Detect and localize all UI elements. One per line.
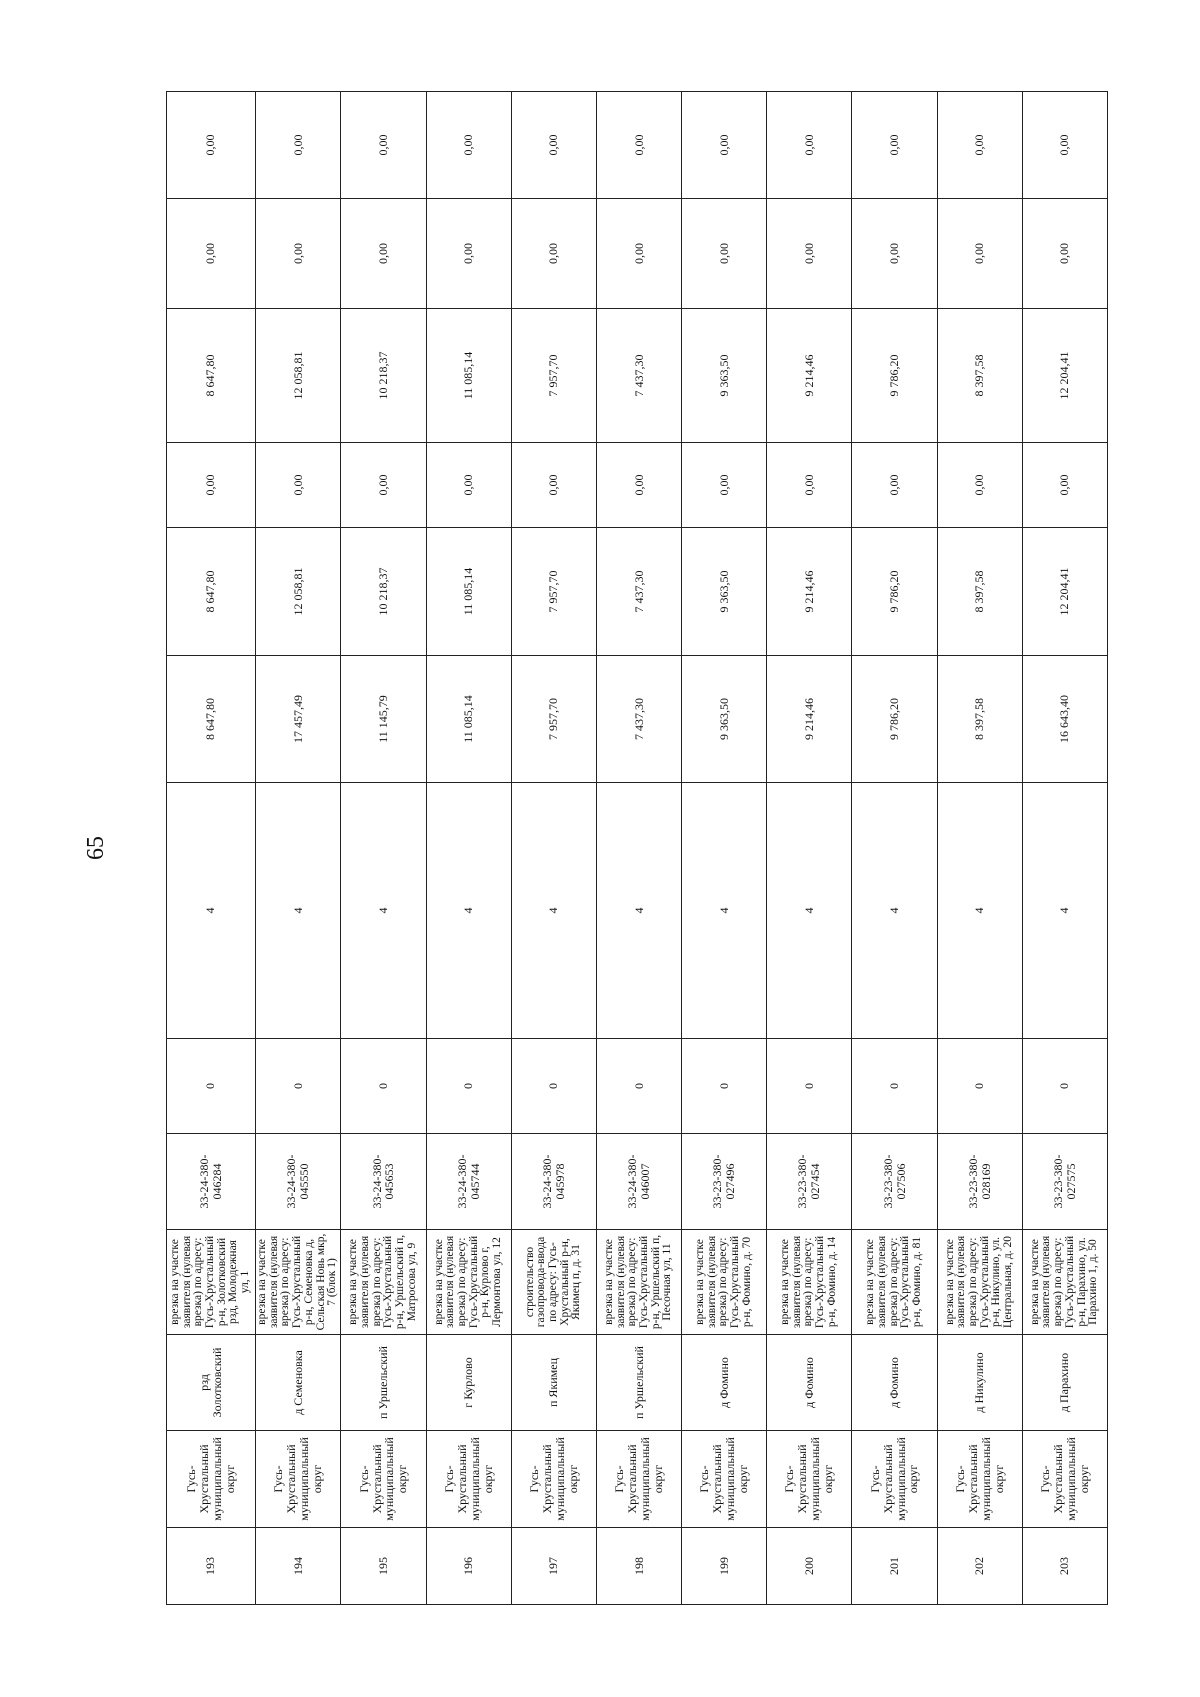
row-number-cell: 197 [511, 1528, 596, 1605]
value-col-2-cell: 4 [426, 783, 511, 1039]
value-col-1-cell: 0 [596, 1039, 681, 1134]
value-col-2-cell: 4 [167, 783, 256, 1039]
value-col-7-cell: 0,00 [341, 199, 426, 309]
table-row [1022, 92, 1107, 1605]
value-col-7-cell: 0,00 [682, 199, 767, 309]
value-col-8-cell: 0,00 [341, 92, 426, 199]
value-col-7-cell: 0,00 [167, 199, 256, 309]
value-col-7-cell: 0,00 [852, 199, 937, 309]
value-col-6-cell: 8 647,80 [167, 309, 256, 443]
district-cell: Гусь-Хрустальный муниципальный округ [1022, 1431, 1107, 1528]
data-table [166, 91, 1108, 1605]
cadastral-number-cell: 33-23-380-027496 [682, 1134, 767, 1230]
value-col-2-cell: 4 [511, 783, 596, 1039]
district-cell: Гусь-Хрустальный муниципальный округ [767, 1431, 852, 1528]
value-col-7-cell: 0,00 [255, 199, 341, 309]
cadastral-number-cell: 33-23-380-027575 [1022, 1134, 1107, 1230]
locality-cell: п Уршельский [596, 1335, 681, 1431]
value-col-3-cell: 9 214,46 [767, 656, 852, 783]
value-col-3-cell: 8 397,58 [937, 656, 1022, 783]
description-cell: врезка на участке заявителя (нулевая врезка) по адресу: Гусь-Хрустальный р-н, Никулино, ул. Центральная, д. 20 [937, 1230, 1022, 1335]
row-number-cell: 194 [255, 1528, 341, 1605]
value-col-1-cell: 0 [341, 1039, 426, 1134]
description-cell: врезка на участке заявителя (нулевая врезка) по адресу: Гусь-Хрустальный р-н, Уршельский п, Песочная ул, 11 [596, 1230, 681, 1335]
value-col-4-cell: 9 786,20 [852, 528, 937, 656]
value-col-2-cell: 4 [596, 783, 681, 1039]
value-col-5-cell: 0,00 [937, 443, 1022, 528]
value-col-8-cell: 0,00 [1022, 92, 1107, 199]
table-row [852, 92, 937, 1605]
value-col-8-cell: 0,00 [682, 92, 767, 199]
value-col-1-cell: 0 [682, 1039, 767, 1134]
district-cell: Гусь-Хрустальный муниципальный округ [426, 1431, 511, 1528]
district-cell: Гусь-Хрустальный муниципальный округ [596, 1431, 681, 1528]
row-number-cell: 198 [596, 1528, 681, 1605]
cadastral-number-cell: 33-24-380-046284 [167, 1134, 256, 1230]
locality-cell: д Фомино [852, 1335, 937, 1431]
district-cell: Гусь-Хрустальный муниципальный округ [682, 1431, 767, 1528]
table-row [596, 92, 681, 1605]
cadastral-number-cell: 33-24-380-045744 [426, 1134, 511, 1230]
district-cell: Гусь-Хрустальный муниципальный округ [937, 1431, 1022, 1528]
district-cell: Гусь-Хрустальный муниципальный округ [511, 1431, 596, 1528]
value-col-5-cell: 0,00 [255, 443, 341, 528]
value-col-2-cell: 4 [767, 783, 852, 1039]
value-col-8-cell: 0,00 [596, 92, 681, 199]
value-col-2-cell: 4 [682, 783, 767, 1039]
district-cell: Гусь-Хрустальный муниципальный округ [255, 1431, 341, 1528]
description-cell: врезка на участке заявителя (нулевая врезка) по адресу: Гусь-Хрустальный р-н, Курлово г, Лермонтова ул, 12 [426, 1230, 511, 1335]
cadastral-number-cell: 33-24-380-045550 [255, 1134, 341, 1230]
value-col-8-cell: 0,00 [511, 92, 596, 199]
value-col-1-cell: 0 [767, 1039, 852, 1134]
value-col-2-cell: 4 [937, 783, 1022, 1039]
row-number-cell: 193 [167, 1528, 256, 1605]
value-col-2-cell: 4 [852, 783, 937, 1039]
value-col-5-cell: 0,00 [341, 443, 426, 528]
value-col-3-cell: 7 437,30 [596, 656, 681, 783]
value-col-3-cell: 11 145,79 [341, 656, 426, 783]
locality-cell: д Фомино [767, 1335, 852, 1431]
value-col-3-cell: 17 457,49 [255, 656, 341, 783]
locality-cell: г Курлово [426, 1335, 511, 1431]
value-col-8-cell: 0,00 [767, 92, 852, 199]
table-row [511, 92, 596, 1605]
value-col-4-cell: 8 647,80 [167, 528, 256, 656]
value-col-2-cell: 4 [341, 783, 426, 1039]
value-col-4-cell: 9 363,50 [682, 528, 767, 656]
value-col-5-cell: 0,00 [426, 443, 511, 528]
value-col-5-cell: 0,00 [682, 443, 767, 528]
value-col-4-cell: 10 218,37 [341, 528, 426, 656]
description-cell: врезка на участке заявителя (нулевая врезка) по адресу: Гусь-Хрустальный р-н, Семеновка д, Сельская Новь мкр, 7 (блок 1) [255, 1230, 341, 1335]
value-col-3-cell: 16 643,40 [1022, 656, 1107, 783]
value-col-5-cell: 0,00 [1022, 443, 1107, 528]
value-col-7-cell: 0,00 [767, 199, 852, 309]
table-row [167, 92, 256, 1605]
value-col-6-cell: 7 437,30 [596, 309, 681, 443]
table-row [937, 92, 1022, 1605]
locality-cell: д Семеновка [255, 1335, 341, 1431]
value-col-3-cell: 11 085,14 [426, 656, 511, 783]
value-col-4-cell: 12 058,81 [255, 528, 341, 656]
value-col-6-cell: 12 058,81 [255, 309, 341, 443]
locality-cell: д Фомино [682, 1335, 767, 1431]
value-col-6-cell: 7 957,70 [511, 309, 596, 443]
value-col-7-cell: 0,00 [426, 199, 511, 309]
cadastral-number-cell: 33-24-380-045653 [341, 1134, 426, 1230]
value-col-7-cell: 0,00 [596, 199, 681, 309]
value-col-4-cell: 8 397,58 [937, 528, 1022, 656]
row-number-cell: 203 [1022, 1528, 1107, 1605]
value-col-1-cell: 0 [937, 1039, 1022, 1134]
locality-cell: п Якимец [511, 1335, 596, 1431]
value-col-1-cell: 0 [426, 1039, 511, 1134]
value-col-8-cell: 0,00 [426, 92, 511, 199]
value-col-5-cell: 0,00 [167, 443, 256, 528]
value-col-1-cell: 0 [1022, 1039, 1107, 1134]
district-cell: Гусь-Хрустальный муниципальный округ [852, 1431, 937, 1528]
value-col-6-cell: 10 218,37 [341, 309, 426, 443]
value-col-4-cell: 11 085,14 [426, 528, 511, 656]
value-col-6-cell: 11 085,14 [426, 309, 511, 443]
row-number-cell: 195 [341, 1528, 426, 1605]
value-col-4-cell: 12 204,41 [1022, 528, 1107, 656]
locality-cell: п Уршельский [341, 1335, 426, 1431]
value-col-8-cell: 0,00 [852, 92, 937, 199]
description-cell: строительство газопровода-ввода по адресу: Гусь-Хрустальный р-н, Якимец п, д. 31 [511, 1230, 596, 1335]
row-number-cell: 201 [852, 1528, 937, 1605]
value-col-7-cell: 0,00 [937, 199, 1022, 309]
value-col-6-cell: 12 204,41 [1022, 309, 1107, 443]
value-col-3-cell: 8 647,80 [167, 656, 256, 783]
cadastral-number-cell: 33-24-380-046007 [596, 1134, 681, 1230]
value-col-1-cell: 0 [167, 1039, 256, 1134]
description-cell: врезка на участке заявителя (нулевая врезка) по адресу: Гусь-Хрустальный р-н, Фомино, д. 70 [682, 1230, 767, 1335]
table-row [682, 92, 767, 1605]
description-cell: врезка на участке заявителя (нулевая врезка) по адресу: Гусь-Хрустальный р-н, Парахино, ул. Парахино 1, д. 50 [1022, 1230, 1107, 1335]
page-number: 65 [83, 836, 109, 860]
district-cell: Гусь-Хрустальный муниципальный округ [167, 1431, 256, 1528]
locality-cell: рзд Золотковский [167, 1335, 256, 1431]
value-col-8-cell: 0,00 [255, 92, 341, 199]
row-number-cell: 202 [937, 1528, 1022, 1605]
table-body [167, 92, 1108, 1605]
value-col-4-cell: 7 437,30 [596, 528, 681, 656]
value-col-6-cell: 9 363,50 [682, 309, 767, 443]
value-col-6-cell: 9 214,46 [767, 309, 852, 443]
value-col-3-cell: 7 957,70 [511, 656, 596, 783]
value-col-8-cell: 0,00 [937, 92, 1022, 199]
value-col-7-cell: 0,00 [511, 199, 596, 309]
value-col-1-cell: 0 [852, 1039, 937, 1134]
value-col-2-cell: 4 [1022, 783, 1107, 1039]
locality-cell: д Никулино [937, 1335, 1022, 1431]
value-col-1-cell: 0 [255, 1039, 341, 1134]
table-row [767, 92, 852, 1605]
value-col-2-cell: 4 [255, 783, 341, 1039]
district-cell: Гусь-Хрустальный муниципальный округ [341, 1431, 426, 1528]
description-cell: врезка на участке заявителя (нулевая врезка) по адресу: Гусь-Хрустальный р-н, Фомино, д. 14 [767, 1230, 852, 1335]
value-col-6-cell: 9 786,20 [852, 309, 937, 443]
row-number-cell: 196 [426, 1528, 511, 1605]
value-col-5-cell: 0,00 [596, 443, 681, 528]
row-number-cell: 200 [767, 1528, 852, 1605]
cadastral-number-cell: 33-23-380-027506 [852, 1134, 937, 1230]
value-col-5-cell: 0,00 [767, 443, 852, 528]
table-row [341, 92, 426, 1605]
row-number-cell: 199 [682, 1528, 767, 1605]
value-col-3-cell: 9 786,20 [852, 656, 937, 783]
value-col-6-cell: 8 397,58 [937, 309, 1022, 443]
table-row [426, 92, 511, 1605]
table-row [255, 92, 341, 1605]
rotated-table-wrapper [166, 92, 1108, 1605]
description-cell: врезка на участке заявителя (нулевая врезка) по адресу: Гусь-Хрустальный р-н, Уршельский п, Матросова ул, 9 [341, 1230, 426, 1335]
value-col-7-cell: 0,00 [1022, 199, 1107, 309]
cadastral-number-cell: 33-24-380-045978 [511, 1134, 596, 1230]
cadastral-number-cell: 33-23-380-028169 [937, 1134, 1022, 1230]
value-col-5-cell: 0,00 [511, 443, 596, 528]
value-col-4-cell: 9 214,46 [767, 528, 852, 656]
description-cell: врезка на участке заявителя (нулевая врезка) по адресу: Гусь-Хрустальный р-н, Золотковский рзд, Молодежная ул, 1 [167, 1230, 256, 1335]
description-cell: врезка на участке заявителя (нулевая врезка) по адресу: Гусь-Хрустальный р-н, Фомино, д. 81 [852, 1230, 937, 1335]
value-col-4-cell: 7 957,70 [511, 528, 596, 656]
value-col-8-cell: 0,00 [167, 92, 256, 199]
value-col-3-cell: 9 363,50 [682, 656, 767, 783]
cadastral-number-cell: 33-23-380-027454 [767, 1134, 852, 1230]
value-col-5-cell: 0,00 [852, 443, 937, 528]
value-col-1-cell: 0 [511, 1039, 596, 1134]
locality-cell: д Парахино [1022, 1335, 1107, 1431]
